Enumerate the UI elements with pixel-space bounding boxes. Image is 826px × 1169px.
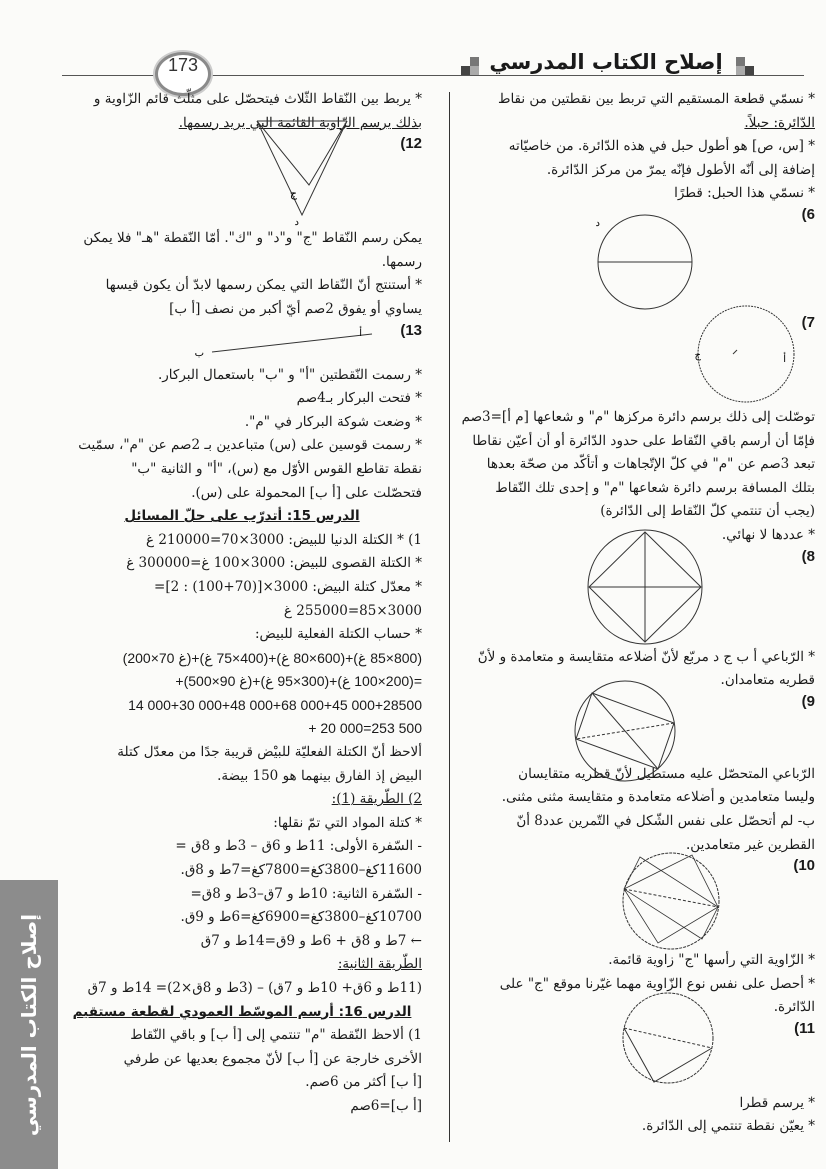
exercise-8-figure <box>455 548 815 646</box>
exercise-11-figure <box>455 1020 815 1092</box>
exercise-12-figure <box>62 135 422 227</box>
text-line: (11ط و 6ق+ 10ط و 7ق) – (3ط و 8ق×2)= 14ط و 7ق <box>87 980 422 996</box>
text-line: * الكتلة القصوى للبيض: 3000×100 غ=300000 غ <box>126 555 422 572</box>
right-angle-circle-diagram <box>620 990 716 1086</box>
svg-text:أ: أ <box>783 353 786 365</box>
page-number: 173 <box>155 52 211 96</box>
lesson-16-heading: الدرس 16: أرسم الموسّط العمودي لقطعة مستقيم <box>72 1003 412 1020</box>
exercise-number: 10) <box>793 857 815 875</box>
exercise-10-figure <box>455 857 815 949</box>
text-line: * عددها لا نهائي. <box>721 526 815 543</box>
svg-text:ب: ب <box>194 347 204 359</box>
text-line: * رسمت قوسين على (س) متباعدين بـ 2صم عن "م"، سمّيت <box>78 437 422 454</box>
math-line: 14 000+30 000+48 000+68 000+45 000+28500 <box>128 696 422 713</box>
text-line: * وضعت شوكة البركار في "م". <box>244 413 422 430</box>
text-line: نقطة تقاطع القوس الأوّل مع (س)، "أ" و الثانية "ب" <box>131 460 422 477</box>
text-line: * فتحت البركار بـ4صم <box>296 390 422 407</box>
text-line: * الرّباعي أ ب ج د مربّع لأنّ أضلاعه متقايسة و متعامدة و لأنّ <box>477 648 815 665</box>
svg-text:أ: أ <box>359 327 362 339</box>
text-line: - السّفرة الثانية: 10ط و 7ق–3ط و 8ق= <box>190 885 422 902</box>
svg-text:ج: ج <box>289 187 297 201</box>
text-line: ألاحظ أنّ الكتلة الفعليّة للبيْض قريبة جدًا من معدّل كتلة <box>117 744 422 761</box>
text-line: [أ ب]=6صم <box>350 1097 422 1114</box>
text-line: فإمّا أن أرسم باقي النّقاط على حدود الدّائرة أو أن أعيّن نقاطا <box>472 432 815 449</box>
exercise-6-figure <box>455 206 815 314</box>
text-line: بذلك يرسم الزّاوية القائمة التي يريد رسمها. <box>178 114 422 131</box>
text-line: بتلك المسافة برسم دائرة شعاعها "م" و إحدى تلك النّقاط <box>495 479 815 496</box>
exercise-number: 7) <box>801 313 815 331</box>
circle-diameter-diagram <box>590 212 700 312</box>
circle-diagram <box>691 302 801 406</box>
text-line: ب- لم أتحصّل على نفس الشّكل في التّمرين عدد8 أنّ <box>516 812 815 829</box>
segment-diagram <box>194 326 382 360</box>
text-line: يمكن رسم النّقاط "ج" و"د" و "ك". أمّا النّقطة "هـ" فلا يمكن <box>83 230 422 247</box>
text-line: * [س، ص] هو أطول حبل في هذه الدّائرة. من خاصيّاته <box>508 138 815 155</box>
rectangle-in-circle-diagram <box>570 679 680 783</box>
math-line: + 20 000=253 500 <box>308 720 422 737</box>
text-line: ← 7ط و 8ق + 6ط و 9ق=14ط و 7ق <box>200 932 422 949</box>
text-line: * يربط بين النّقاط الثّلاث فيتحصّل على مثلّث قائم الزّاوية و <box>93 91 422 107</box>
exercise-7-figure <box>455 314 815 406</box>
exercise-number: 6) <box>801 205 815 223</box>
text-line: البيض إذ الفارق بينهما هو 150 بيضة. <box>217 767 422 784</box>
text-line: يساوي أو يفوق 2صم أيّ أكبر من نصف [أ ب] <box>169 300 422 317</box>
lesson-15-heading: الدرس 15: أتدرّب على حلّ المسائل <box>124 508 360 525</box>
text-line: * نسمّي هذا الحبل: قطرًا <box>674 185 815 202</box>
exercise-13-figure <box>62 322 422 364</box>
text-line: 3000×85=255000 غ <box>283 602 422 619</box>
text-line: * حساب الكتلة الفعلية للبيض: <box>254 626 422 643</box>
math-line: +(500×90 غ)+(300×95 غ)+(200×100 غ)= <box>175 673 422 690</box>
exercise-number: 12) <box>400 135 422 153</box>
inscribed-angles-diagram <box>620 851 722 951</box>
exercise-number: 11) <box>794 1019 815 1037</box>
svg-text:د: د <box>595 217 600 229</box>
text-line: * رسمت النّقطتين "أ" و "ب" باستعمال البركار. <box>158 366 422 383</box>
page-title: إصلاح الكتاب المدرسي <box>486 50 726 74</box>
text-line: تبعد 3صم عن "م" في كلّ الإتّجاهات و أتأكّد من صحّة بعدها <box>486 456 815 473</box>
text-line: الأخرى خارجة عن [أ ب] لأنّ مجموع بعديها عن طرفي <box>123 1050 422 1067</box>
text-line: الرّباعي المتحصّل عليه مستطيل لأنّ قطريه متقايسان <box>518 765 815 782</box>
exercise-9-figure <box>455 693 815 763</box>
exercise-number: 13) <box>400 321 422 339</box>
text-line: فتحصّلت على [أ ب] المحمولة على (س). <box>191 484 422 501</box>
text-line: الدّائرة. <box>773 999 815 1016</box>
svg-text:ج: ج <box>694 349 701 361</box>
text-line: توصّلت إلى ذلك برسم دائرة مركزها "م" و شعاعها [م أ]=3صم <box>461 408 815 425</box>
text-line: * كتلة المواد التي تمّ نقلها: <box>273 814 422 831</box>
text-line: * يعيّن نقطة تنتمي إلى الدّائرة. <box>641 1118 815 1135</box>
right-column <box>455 88 815 1139</box>
text-line: القطرين غير متعامدين. <box>686 836 815 853</box>
exercise-number: 8) <box>801 547 815 565</box>
square-in-circle-diagram <box>583 526 707 648</box>
text-line: (يجب أن تنتمي كلّ النّقاط إلى الدّائرة) <box>600 503 815 520</box>
text-line: * أحصل على نفس نوع الزّاوية مهما غيّرنا موقع "ج" على <box>499 975 815 992</box>
triangle-construction-diagram <box>247 115 357 227</box>
text-line: * معدّل كتلة البيض: 3000×[(70+100) : 2]= <box>154 578 422 595</box>
side-band-label: إصلاح الكتاب المدرسي <box>17 913 41 1137</box>
math-line: (200×70 غ)+(400×75 غ)+(600×80 غ)+(800×85 غ) <box>122 649 422 666</box>
left-column <box>62 88 422 1119</box>
text-line: * نسمّي قطعة المستقيم التي تربط بين نقطتين من نقاط <box>497 91 815 107</box>
text-line: وليسا متعامدين و أضلاعه متعامدة و متقايسة مثنى مثنى. <box>501 789 815 806</box>
column-divider <box>449 92 450 1142</box>
text-line: رسمها. <box>381 253 422 270</box>
text-line: 1) * الكتلة الدنيا للبيض: 3000×70=210000 غ <box>146 531 422 548</box>
method-2-heading: الطّريقة الثانية: <box>337 956 422 973</box>
text-line: 11600كغ–3800كغ=7800كغ=7ط و 8ق. <box>180 862 422 879</box>
text-line: * يرسم قطرا <box>739 1094 815 1111</box>
text-line: إضافة إلى أنّه الأطول فإنّه يمرّ من مركز الدّائرة. <box>546 161 815 178</box>
text-line: [أ ب] أكثر من 6صم. <box>305 1074 422 1091</box>
text-line: - السّفرة الأولى: 11ط و 6ق – 3ط و 8ق = <box>175 838 422 855</box>
text-line: 10700كغ–3800كغ=6900كغ=6ط و 9ق. <box>180 909 422 926</box>
svg-text:د: د <box>294 217 299 229</box>
method-1-heading: 2) الطّريقة (1): <box>331 791 422 808</box>
text-line: * الزّاوية التي رأسها "ج" زاوية قائمة. <box>608 952 815 969</box>
exercise-number: 9) <box>801 692 815 710</box>
text-line: * أستنتج أنّ النّقاط التي يمكن رسمها لابدّ أن يكون قيسها <box>105 277 422 294</box>
text-line: الدّائرة: حبلاً. <box>744 114 815 131</box>
text-line: قطريه متعامدان. <box>720 672 815 689</box>
text-line: 1) ألاحظ النّقطة "م" تنتمي إلى [أ ب] و باقي النّقاط <box>130 1027 422 1044</box>
